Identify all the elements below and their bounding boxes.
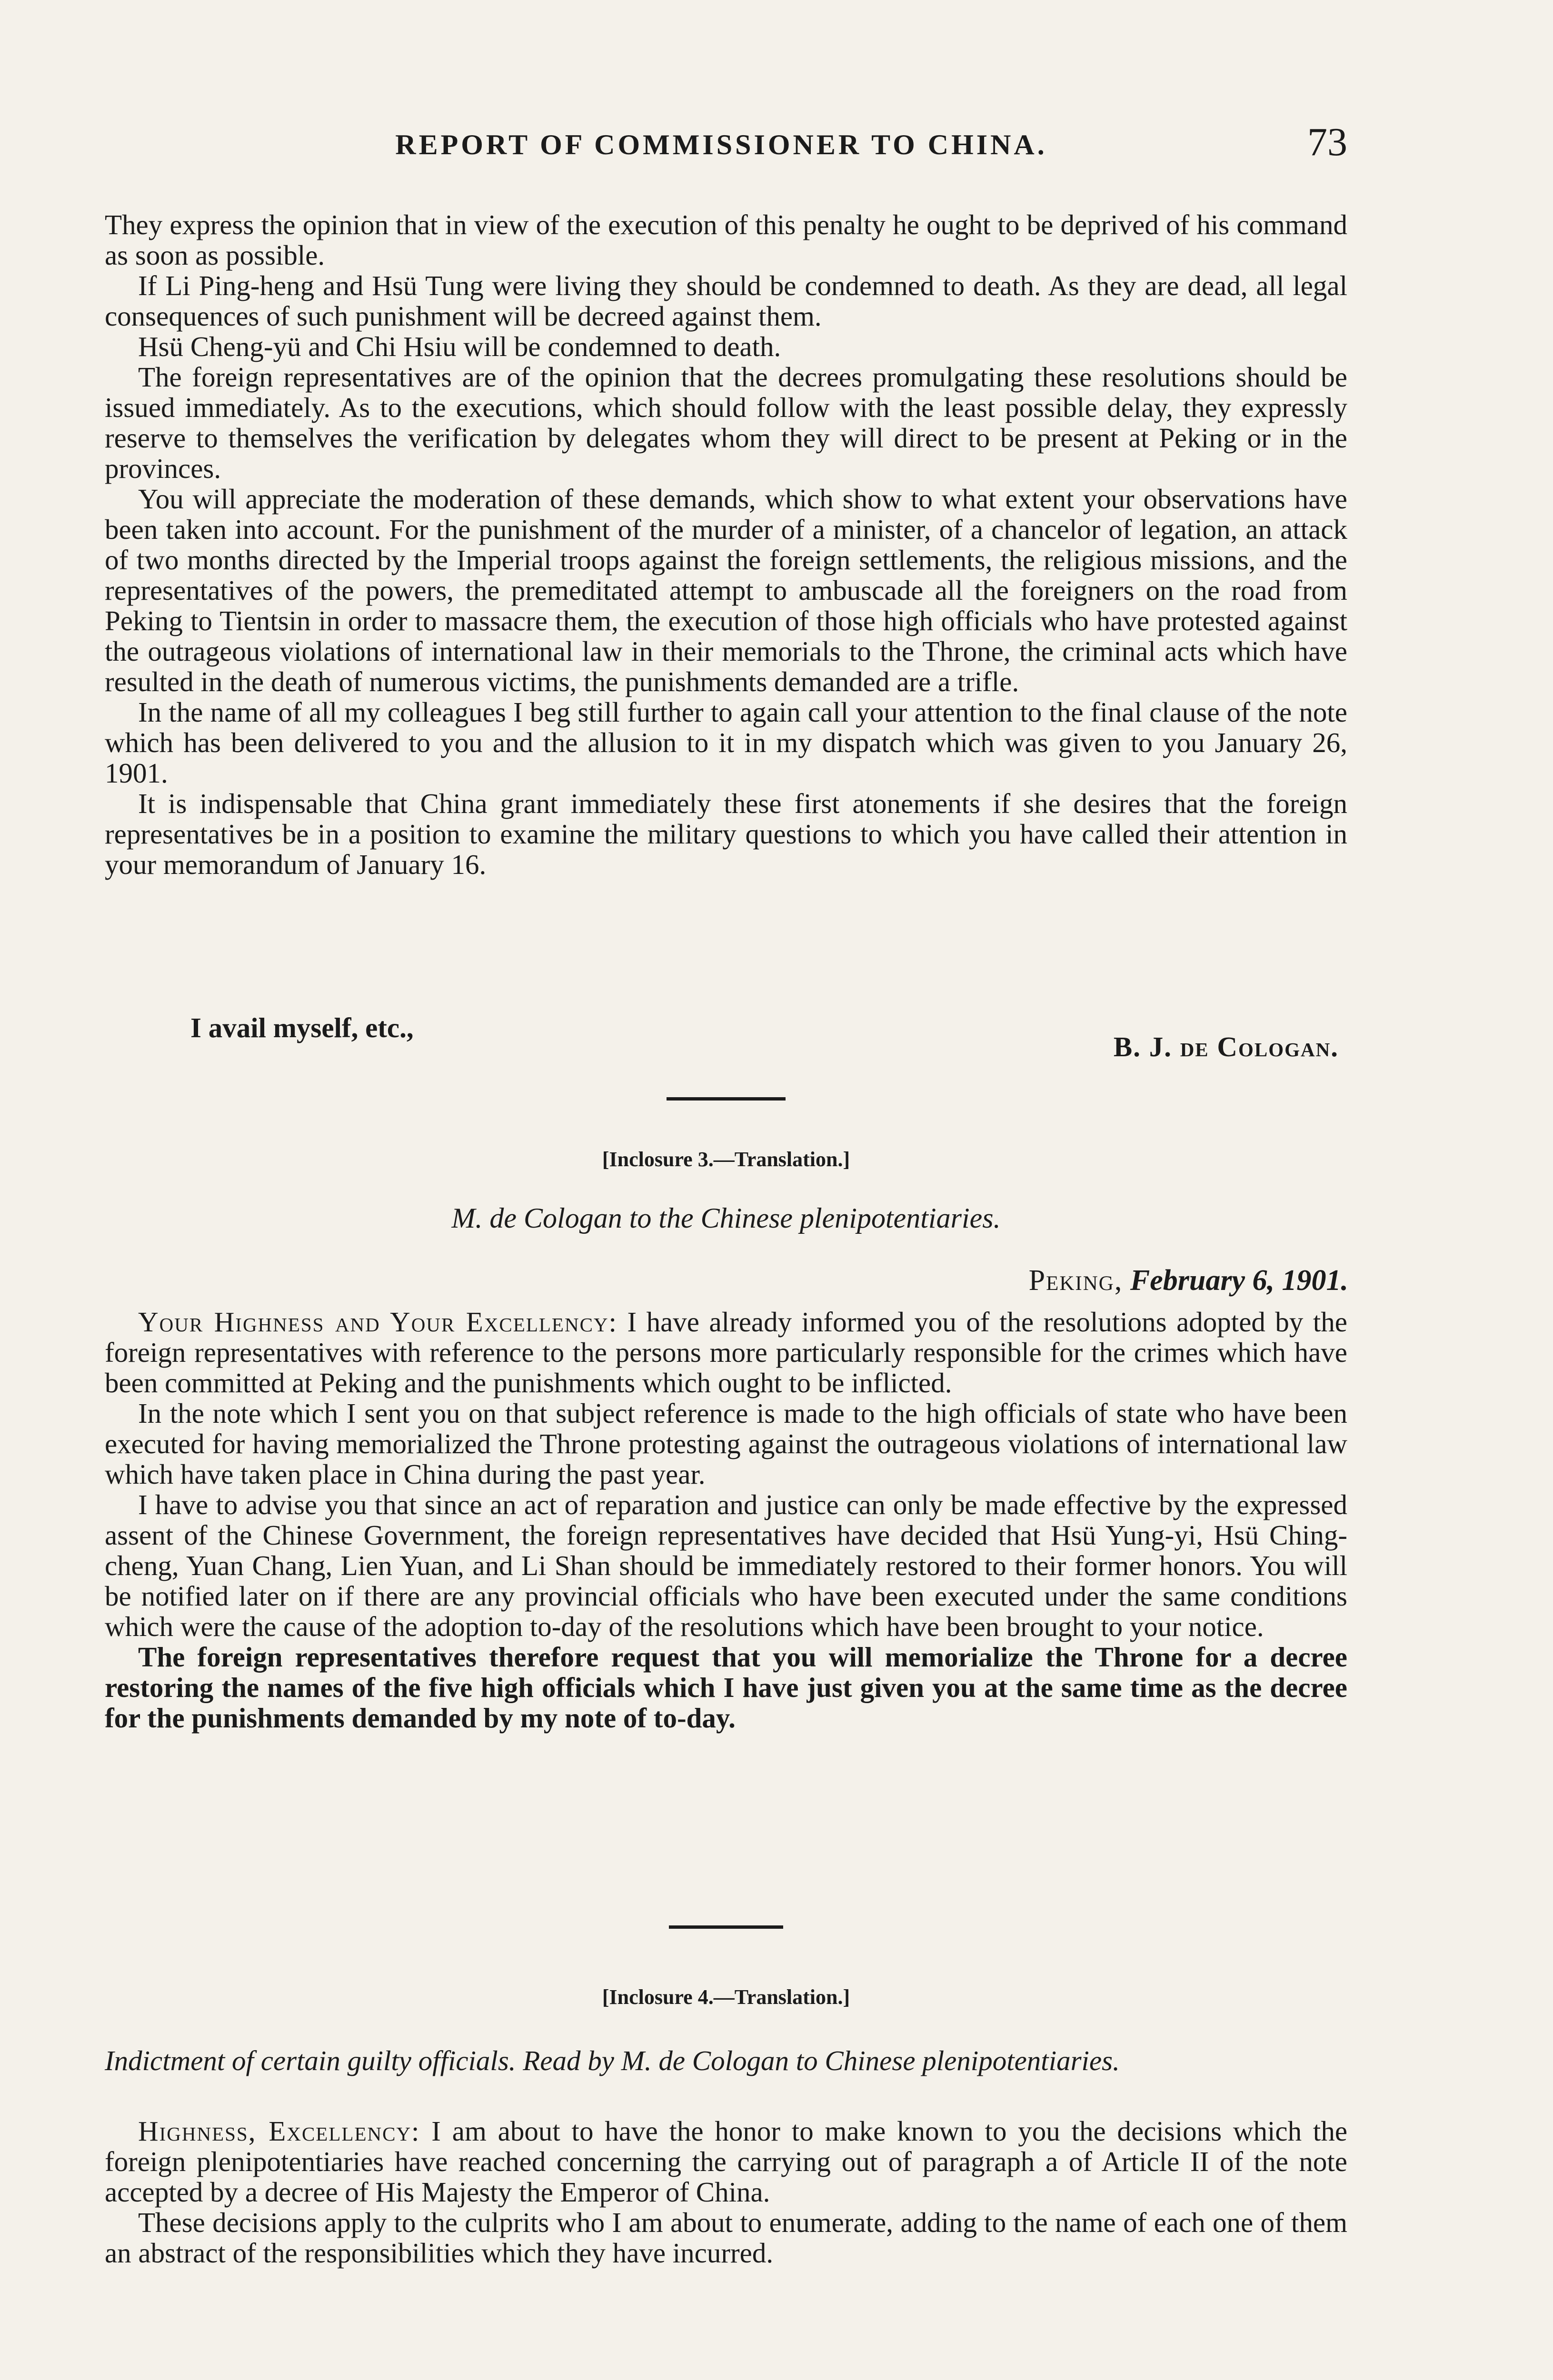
signature-text: B. J. de Cologan.	[1113, 1031, 1339, 1062]
signature	[1114, 1031, 1339, 1063]
paragraph: In the note which I sent you on that subject reference is made to the high officials of state who have been executed for having memorialized the Throne protesting against the outrageous violations of international law which have taken place in China during the past year.	[105, 1398, 1347, 1490]
page-header	[95, 119, 1347, 171]
running-title: REPORT OF COMMISSIONER TO CHINA.	[395, 129, 1047, 160]
inclosure-4-body	[105, 2116, 1347, 2268]
place-date-line	[1029, 1264, 1348, 1298]
paragraph: In the name of all my colleagues I beg still further to again call your attention to the final clause of the note which has been delivered to you and the allusion to it in my dispatch which was given to you January 26, 1901.	[105, 696, 1347, 789]
salutation: Highness, Excellency:	[138, 2115, 420, 2147]
paragraph-text: I am about to have the honor to make known to you the decisions which the foreign plenipotentiaries have reached concerning the carrying out of paragraph a of Article II of the note accepted by a decree of His Majesty the Emperor of China.	[105, 2115, 1348, 2208]
paragraph: The foreign representatives therefore request that you will memorialize the Throne for a decree restoring the names of the five high officials which I have just given you at the same time as the decree for the punishments demanded by my note of to-day.	[105, 1641, 1347, 1734]
paragraph: It is indispensable that China grant immediately these first atonements if she desires that the foreign representatives be in a position to examine the military questions to which you have called their attention in your memorandum of January 16.	[105, 788, 1347, 880]
inclosure-4-label: [Inclosure 4.—Translation.]	[602, 1985, 850, 2009]
section-divider	[667, 1097, 786, 1101]
inclosure-4-title: Indictment of certain guilty officials. Read by M. de Cologan to Chinese plenipotentiaries.	[105, 2045, 1120, 2076]
inclosure-3-body	[105, 1307, 1347, 1733]
paragraph-text: I have already informed you of the resolutions adopted by the foreign representatives with reference to the persons more particularly responsible for the crimes which have been committed at Peking and the punishments which ought to be inflicted.	[105, 1306, 1347, 1398]
letter-continuation	[105, 209, 1347, 880]
inclosure-3-title: M. de Cologan to the Chinese plenipotentiaries.	[451, 1202, 1001, 1234]
paragraph: Hsü Cheng-yü and Chi Hsiu will be condemned to death.	[138, 331, 781, 362]
paragraph: These decisions apply to the culprits who I am about to enumerate, adding to the name of each one of them an abstract of the responsibilities which they have incurred.	[105, 2207, 1347, 2269]
paragraph: If Li Ping-heng and Hsü Tung were living they should be condemned to death. As they are dead, all legal consequences of such punishment will be decreed against them.	[105, 270, 1347, 332]
page-number: 73	[1307, 120, 1347, 164]
section-divider	[669, 1925, 783, 1929]
paragraph: You will appreciate the moderation of these demands, which show to what extent your observations have been taken into account. For the punishment of the murder of a minister, of a chancelor of legation, an attack of two months directed by the Imperial troops against the foreign settlements, the religious missions, and the representatives of the powers, the premeditated attempt to ambuscade all the foreigners on the road from Peking to Tientsin in order to massacre them, the execution of those high officials who have protested against the outrageous violations of international law in their memorials to the Throne, the criminal acts which have resulted in the death of numerous victims, the punishments demanded are a trifle.	[105, 483, 1347, 697]
paragraph: The foreign representatives are of the opinion that the decrees promulgating these resolutions should be issued immediately. As to the executions, which should follow with the least possible delay, they expressly reserve to themselves the verification by delegates whom they will direct to be present at Peking or in the provinces.	[105, 361, 1347, 484]
paragraph: They express the opinion that in view of the execution of this penalty he ought to be deprived of his command as soon as possible.	[105, 209, 1347, 271]
paragraph: I have to advise you that since an act of reparation and justice can only be made effective by the expressed assent of the Chinese Government, the foreign representatives have decided that Hsü Yung-yi, Hsü Ching-cheng, Yuan Chang, Lien Yuan, and Li Shan should be immediately restored to their former honors. You will be notified later on if there are any provincial officials who have been executed under the same conditions which were the cause of the adoption to-day of the resolutions which have been brought to your notice.	[105, 1489, 1347, 1642]
place: Peking,	[1028, 1264, 1123, 1297]
paragraph	[105, 2116, 1347, 2207]
date: February 6, 1901.	[1130, 1264, 1348, 1297]
salutation: Your Highness and Your Excellency:	[138, 1306, 617, 1338]
inclosure-3-label: [Inclosure 3.—Translation.]	[602, 1148, 850, 1171]
paragraph	[105, 1307, 1347, 1398]
closing-line: I avail myself, etc.,	[190, 1012, 414, 1043]
